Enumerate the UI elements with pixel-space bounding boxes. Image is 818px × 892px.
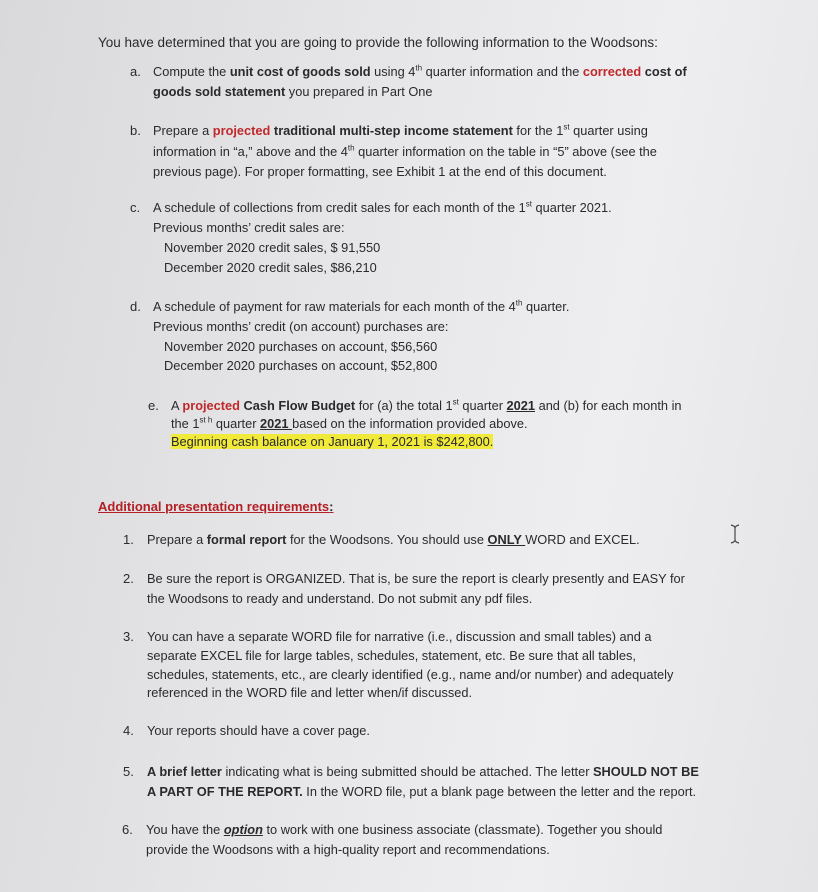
item-c-label: c.	[130, 200, 141, 215]
req-5-num: 5.	[123, 764, 134, 779]
item-e-label: e.	[148, 398, 159, 413]
item-e-line-3	[171, 432, 493, 452]
item-a-label: a.	[130, 64, 141, 79]
req-3-num: 3.	[123, 629, 134, 644]
req-2-line-1: Be sure the report is ORGANIZED. That is, be sure the report is clearly presently and EASY for	[147, 571, 685, 586]
intro-text: You have determined that you are going to provide the following information to the Woodsons:	[98, 35, 658, 50]
item-d-line-1: A schedule of payment for raw materials for each month of the 4th quarter.	[153, 298, 570, 314]
item-b-line-3: previous page). For proper formatting, see Exhibit 1 at the end of this document.	[153, 164, 607, 179]
requirements-heading: Additional presentation requirements:	[98, 499, 334, 514]
req-2-line-2: the Woodsons to ready and understand. Do not submit any pdf files.	[147, 591, 533, 606]
req-4-num: 4.	[123, 723, 134, 738]
req-4-line-1: Your reports should have a cover page.	[147, 723, 370, 738]
item-d-label: d.	[130, 299, 141, 314]
req-1-line-1: Prepare a formal report for the Woodsons. You should use ONLY WORD and EXCEL.	[147, 532, 640, 547]
item-a-line-1: Compute the unit cost of goods sold using 4th quarter information and the corrected cost of	[153, 63, 687, 79]
item-d-line-3: November 2020 purchases on account, $56,560	[164, 339, 438, 354]
req-2-num: 2.	[123, 571, 134, 586]
item-b-label: b.	[130, 123, 141, 138]
item-c-line-4: December 2020 credit sales, $86,210	[164, 260, 377, 275]
req-3-line-3: schedules, statements, etc., are clearly identified (e.g., name and/or number) and adequately	[147, 667, 674, 682]
item-d-line-2: Previous months’ credit (on account) purchases are:	[153, 319, 449, 334]
req-5-line-2: A PART OF THE REPORT. In the WORD file, put a blank page between the letter and the report.	[147, 784, 697, 799]
req-6-num: 6.	[122, 822, 133, 837]
item-e-line-1: A projected Cash Flow Budget for (a) the total 1st quarter 2021 and (b) for each month in	[171, 397, 682, 413]
req-3-line-4: referenced in the WORD file and letter when/if discussed.	[147, 685, 473, 700]
item-e-line-2: the $1^{st h}$ quarter 2021 based on the information provided above.	[171, 415, 528, 431]
highlighted-cash-balance: Beginning cash balance on January 1, 2021 is $242,800.	[171, 434, 494, 449]
req-3-line-2: separate EXCEL file for large tables, schedules, statement, etc. Be sure that all tables,	[147, 648, 636, 663]
item-a-line-2: goods sold statement you prepared in Part One	[153, 84, 433, 99]
text-cursor-icon	[728, 524, 742, 544]
item-c-line-1: A schedule of collections from credit sales for each month of the 1st quarter 2021.	[153, 199, 612, 215]
req-3-line-1: You can have a separate WORD file for narrative (i.e., discussion and small tables) and a	[147, 629, 652, 644]
item-b-line-2: information in “a,” above and the 4th quarter information on the table in “5” above (see the	[153, 143, 657, 159]
req-6-line-1: You have the option to work with one business associate (classmate). Together you should	[146, 822, 663, 837]
item-c-line-3: November 2020 credit sales, $ 91,550	[164, 240, 381, 255]
item-c-line-2: Previous months’ credit sales are:	[153, 220, 345, 235]
item-b-line-1: Prepare a projected traditional multi-step income statement for the 1st quarter using	[153, 122, 648, 138]
req-1-num: 1.	[123, 532, 134, 547]
req-5-line-1: A brief letter indicating what is being submitted should be attached. The letter SHOULD NOT BE	[147, 764, 699, 779]
req-6-line-2: provide the Woodsons with a high-quality report and recommendations.	[146, 842, 550, 857]
item-d-line-4: December 2020 purchases on account, $52,800	[164, 358, 438, 373]
